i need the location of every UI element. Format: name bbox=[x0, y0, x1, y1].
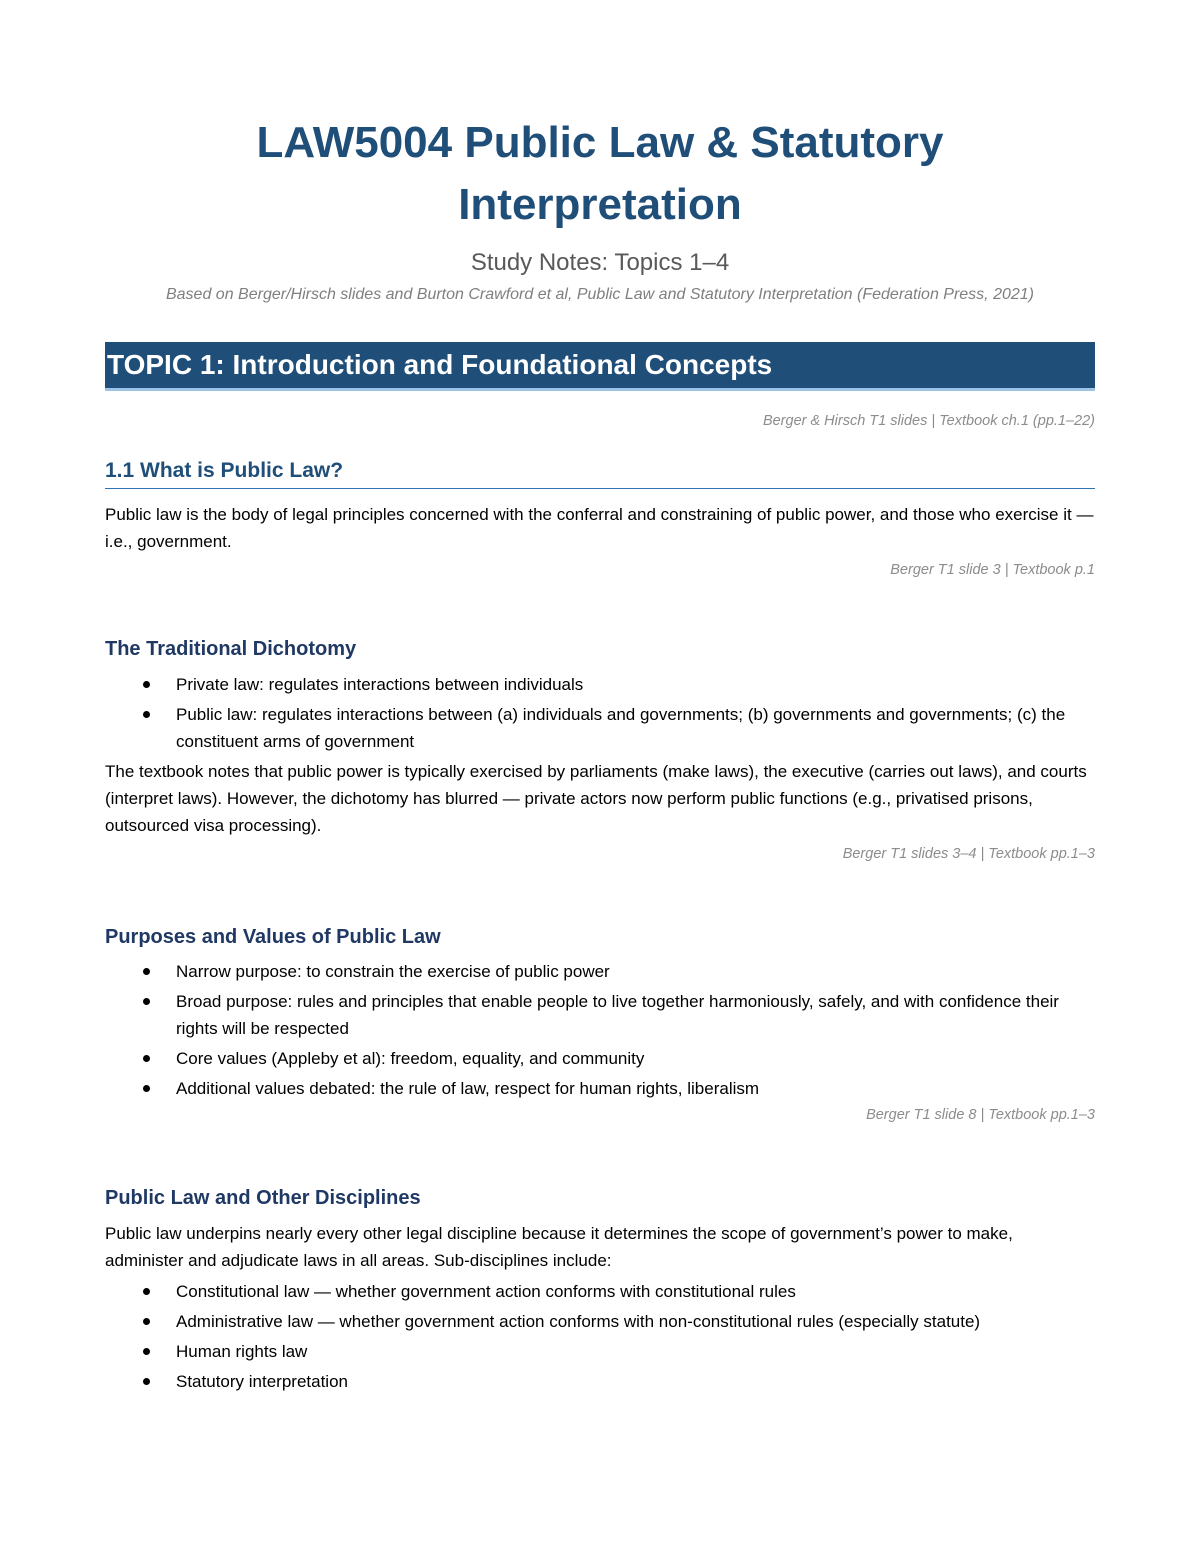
list-item: Public law: regulates interactions between (a) individuals and governments; (b) governments and governments; (c) the constituent arms of government bbox=[105, 701, 1095, 755]
bullet-icon bbox=[143, 1348, 150, 1355]
bullet-icon bbox=[143, 711, 150, 718]
document-subtitle: Study Notes: Topics 1–4 bbox=[470, 249, 730, 276]
document-body bbox=[105, 112, 1095, 1398]
purposes-citation: Berger T1 slide 8 | Textbook pp.1–3 bbox=[866, 1107, 1095, 1123]
bullet-icon bbox=[143, 1055, 150, 1062]
list-item: Core values (Appleby et al): freedom, equality, and community bbox=[105, 1045, 1095, 1072]
topic-1-banner: TOPIC 1: Introduction and Foundational Concepts bbox=[105, 342, 1095, 391]
dichotomy-list bbox=[105, 671, 1095, 755]
title-line-1: LAW5004 Public Law & Statutory bbox=[256, 118, 944, 167]
dichotomy-paragraph: The textbook notes that public power is typically exercised by parliaments (make laws), the executive (carries out laws), and courts (interpret laws). However, the dichotomy has blurred — private actors now perform public functions (e.g., privatised prisons, outsourced visa processing). bbox=[105, 762, 1087, 835]
public-law-definition: Public law is the body of legal principles concerned with the conferral and constraining of public power, and those who exercise it — i.e., government. bbox=[105, 505, 1094, 551]
list-item: Additional values debated: the rule of law, respect for human rights, liberalism bbox=[105, 1075, 1095, 1102]
dichotomy-citation: Berger T1 slides 3–4 | Textbook pp.1–3 bbox=[842, 846, 1095, 862]
list-item: Private law: regulates interactions between individuals bbox=[105, 671, 1095, 698]
disciplines-paragraph: Public law underpins nearly every other legal discipline because it determines the scope of government’s power to make, administer and adjudicate laws in all areas. Sub-disciplines include: bbox=[105, 1224, 1013, 1270]
bullet-icon bbox=[143, 681, 150, 688]
topic-1-citation: Berger & Hirsch T1 slides | Textbook ch.1 (pp.1–22) bbox=[762, 413, 1095, 429]
disciplines-heading: Public Law and Other Disciplines bbox=[105, 1187, 421, 1209]
bullet-icon bbox=[143, 1085, 150, 1092]
bullet-icon bbox=[143, 1318, 150, 1325]
bullet-icon bbox=[143, 1288, 150, 1295]
section-1-1-citation: Berger T1 slide 3 | Textbook p.1 bbox=[890, 562, 1095, 578]
document-title bbox=[105, 112, 1095, 236]
source-note: Based on Berger/Hirsch slides and Burton Crawford et al, Public Law and Statutory Interpretation (Federation Press, 2021) bbox=[165, 286, 1034, 303]
bullet-icon bbox=[143, 1378, 150, 1385]
purposes-list bbox=[105, 958, 1095, 1102]
list-item: Administrative law — whether government action conforms with non-constitutional rules (especially statute) bbox=[105, 1308, 1095, 1335]
section-1-1-heading: 1.1 What is Public Law? bbox=[105, 457, 1095, 489]
dichotomy-heading: The Traditional Dichotomy bbox=[105, 638, 357, 660]
list-item: Narrow purpose: to constrain the exercise of public power bbox=[105, 958, 1095, 985]
disciplines-list bbox=[105, 1278, 1095, 1395]
bullet-icon bbox=[143, 998, 150, 1005]
list-item: Constitutional law — whether government action conforms with constitutional rules bbox=[105, 1278, 1095, 1305]
purposes-heading: Purposes and Values of Public Law bbox=[105, 926, 441, 948]
list-item: Statutory interpretation bbox=[105, 1368, 1095, 1395]
list-item: Human rights law bbox=[105, 1338, 1095, 1365]
bullet-icon bbox=[143, 968, 150, 975]
list-item: Broad purpose: rules and principles that enable people to live together harmoniously, safely, and with confidence their rights will be respected bbox=[105, 988, 1095, 1042]
title-line-2: Interpretation bbox=[458, 180, 742, 229]
